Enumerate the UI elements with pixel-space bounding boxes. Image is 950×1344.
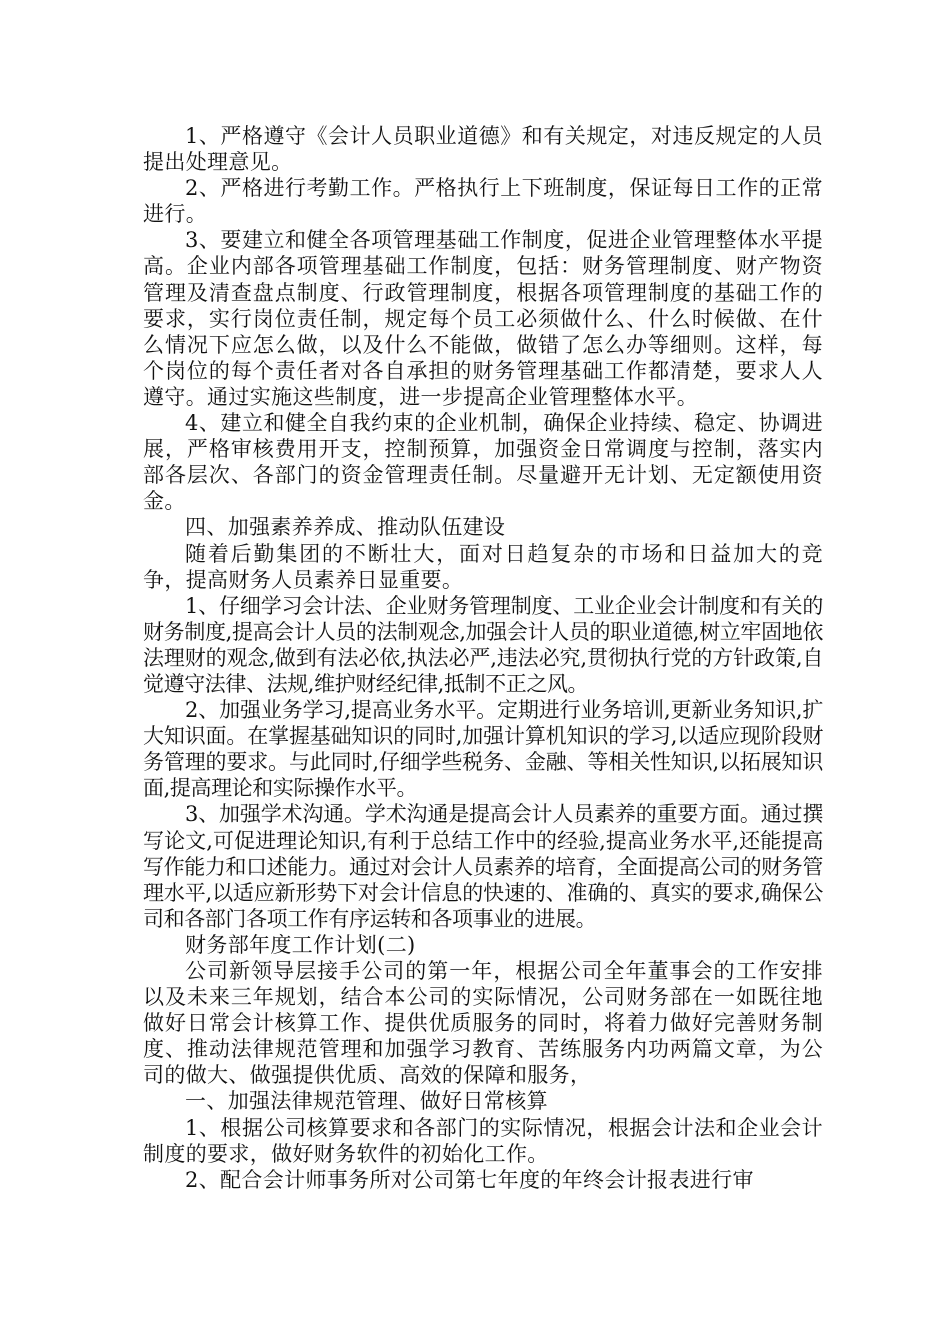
paragraph-management-system: 3、要建立和健全各项管理基础工作制度，促进企业管理整体水平提高。企业内部各项管理基础工作制度，包括：财务管理制度、财产物资管理及清查盘点制度、行政管理制度，根据各项管理制度的基础工作的要求，实行岗位责任制，规定每个员工必须做什么、什么时候做、在什么情况下应怎么做，以及什么不能做，做错了怎么办等细则。这样，每个岗位的每个责任者对各自承担的财务管理基础工作都清楚，要求人人遵守。通过实施这些制度，进一步提高企业管理整体水平。: [143, 228, 823, 409]
paragraph-business-study: 2、加强业务学习,提高业务水平。定期进行业务培训,更新业务知识,扩大知识面。在掌握基础知识的同时,加强计算机知识的学习,以适应现阶段财务管理的要求。与此同时,仔细学些税务、金融、等相关性知识,以拓展知识面,提高理论和实际操作水平。: [143, 698, 823, 801]
document-body: [143, 123, 823, 1193]
paragraph-attendance: 2、严格进行考勤工作。严格执行上下班制度，保证每日工作的正常进行。: [143, 176, 823, 227]
section-heading-legal-management: 一、加强法律规范管理、做好日常核算: [185, 1089, 548, 1114]
paragraph-professional-ethics: 1、严格遵守《会计人员职业道德》和有关规定，对违反规定的人员提出处理意见。: [143, 124, 823, 175]
paragraph-software-init: 1、根据公司核算要求和各部门的实际情况，根据会计法和企业会计制度的要求，做好财务软件的初始化工作。: [143, 1115, 823, 1166]
paragraph-study-law: 1、仔细学习会计法、企业财务管理制度、工业企业会计制度和有关的财务制度,提高会计人员的法制观念,加强会计人员的职业道德,树立牢固地依法理财的观念,做到有法必依,执法必严,违法必究,贯彻执行党的方针政策,自觉遵守法律、法规,维护财经纪律,抵制不正之风。: [143, 593, 823, 696]
paragraph-quality-importance: 随着后勤集团的不断壮大，面对日趋复杂的市场和日益加大的竞争，提高财务人员素养日显重要。: [143, 541, 823, 592]
paragraph-self-restraint: 4、建立和健全自我约束的企业机制，确保企业持续、稳定、协调进展，严格审核费用开支，控制预算，加强资金日常调度与控制，落实内部各层次、各部门的资金管理责任制。尽量避开无计划、无定额使用资金。: [143, 411, 823, 514]
section-heading-team-building: 四、加强素养养成、推动队伍建设: [185, 515, 506, 540]
paragraph-audit-cooperation: 2、配合会计师事务所对公司第七年度的年终会计报表进行审: [185, 1167, 754, 1192]
document-subtitle: 财务部年度工作计划(二): [185, 932, 416, 957]
paragraph-academic-exchange: 3、加强学术沟通。学术沟通是提高会计人员素养的重要方面。通过撰写论文,可促进理论知识,有利于总结工作中的经验,提高业务水平,还能提高写作能力和口述能力。通过对会计人员素养的培育，全面提高公司的财务管理水平,以适应新形势下对会计信息的快速的、准确的、真实的要求,确保公司和各部门各项工作有序运转和各项事业的进展。: [143, 802, 823, 931]
paragraph-annual-plan-intro: 公司新领导层接手公司的第一年，根据公司全年董事会的工作安排以及未来三年规划，结合本公司的实际情况，公司财务部在一如既往地做好日常会计核算工作、提供优质服务的同时，将着力做好完善财务制度、推动法律规范管理和加强学习教育、苦练服务内功两篇文章，为公司的做大、做强提供优质、高效的保障和服务，: [143, 959, 823, 1088]
